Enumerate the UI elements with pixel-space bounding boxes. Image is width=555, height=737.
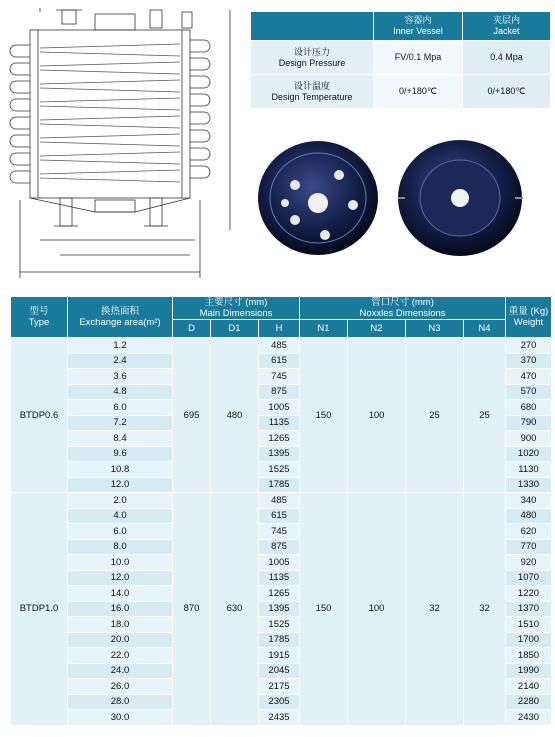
design-temperature-inner: 0/+180℃ [374,75,463,109]
area-cell: 14.0 [68,586,173,602]
area-cell: 1.2 [68,338,173,354]
h-cell: 2045 [259,663,300,679]
design-temperature-label [251,75,374,109]
n3-cell: 32 [406,493,464,726]
area-cell: 2.0 [68,493,173,509]
header-type-cn: 型号 [29,306,49,317]
design-temperature-en: Design Temperature [271,91,353,102]
h-cell: 1005 [259,400,300,416]
h-cell: 1135 [259,415,300,431]
area-cell: 18.0 [68,617,173,633]
design-header-row [251,12,551,41]
area-cell: 2.4 [68,353,173,369]
h-cell: 485 [259,338,300,354]
h-cell: 1785 [259,632,300,648]
weight-cell: 790 [506,415,552,431]
design-temperature-cn: 设计温度 [293,80,330,91]
design-pressure-cn: 设计压力 [293,46,330,57]
header-weight [506,297,552,338]
header-weight-en: Weight [513,317,544,328]
weight-cell: 1330 [506,477,552,493]
design-conditions-table [250,11,551,109]
h-cell: 1005 [259,555,300,571]
design-pressure-jacket: 0.4 Mpa [463,41,551,75]
area-cell: 7.2 [68,415,173,431]
type-cell: BTDP1.0 [11,493,68,726]
design-pressure-row [251,41,551,75]
weight-cell: 680 [506,400,552,416]
type-cell: BTDP0.6 [11,338,68,493]
h-cell: 1785 [259,477,300,493]
weight-cell: 620 [506,524,552,540]
h-cell: 2175 [259,679,300,695]
dished-head-right [398,140,523,256]
header-area-cn: 换热面积 [100,306,139,317]
design-temperature-jacket: 0/+180℃ [463,75,551,109]
product-photo [255,135,555,275]
weight-cell: 1130 [506,462,552,478]
h-cell: 615 [259,508,300,524]
header-main-en: Main Dimensions [199,308,273,319]
h-cell: 1525 [259,617,300,633]
area-cell: 8.4 [68,431,173,447]
h-cell: 2435 [259,710,300,726]
area-cell: 6.0 [68,524,173,540]
weight-cell: 470 [506,369,552,385]
n3-cell: 25 [406,338,464,493]
header-main-dimensions [173,297,300,320]
table-row [11,338,552,354]
area-cell: 10.8 [68,462,173,478]
weight-cell: 1990 [506,663,552,679]
weight-cell: 1220 [506,586,552,602]
h-cell: 875 [259,539,300,555]
area-cell: 12.0 [68,477,173,493]
area-cell: 8.0 [68,539,173,555]
area-cell: 6.0 [68,400,173,416]
subheader-h: H [259,320,300,338]
jacket-label-cn: 夹层内 [492,15,520,25]
h-cell: 1395 [259,601,300,617]
spec-body [11,338,552,726]
design-header-inner [374,12,463,41]
weight-cell: 480 [506,508,552,524]
n1-cell: 150 [300,493,348,726]
h-cell: 1525 [259,462,300,478]
h-cell: 1915 [259,648,300,664]
h-cell: 745 [259,369,300,385]
weight-cell: 770 [506,539,552,555]
header-weight-cn: 重量 (Kg) [508,306,549,317]
d1-cell: 480 [211,338,259,493]
weight-cell: 270 [506,338,552,354]
weight-cell: 1700 [506,632,552,648]
jacket-label-en: Jacket [493,26,520,36]
weight-cell: 2430 [506,710,552,726]
d1-cell: 630 [211,493,259,726]
weight-cell: 370 [506,353,552,369]
area-cell: 22.0 [68,648,173,664]
subheader-n4: N4 [464,320,506,338]
h-cell: 1395 [259,446,300,462]
weight-cell: 340 [506,493,552,509]
technical-drawing [0,0,240,290]
design-pressure-label [251,41,374,75]
spec-header-row [11,297,552,320]
inner-vessel-label-en: Inner Vessel [393,26,443,36]
weight-cell: 1020 [506,446,552,462]
subheader-n3: N3 [406,320,464,338]
h-cell: 2305 [259,694,300,710]
area-cell: 30.0 [68,710,173,726]
weight-cell: 570 [506,384,552,400]
header-nozzles [300,297,506,320]
inner-vessel-label-cn: 容器内 [404,15,432,25]
header-type [11,297,68,338]
weight-cell: 1070 [506,570,552,586]
design-header-blank [251,12,374,41]
h-cell: 1265 [259,586,300,602]
dished-head-left [258,141,378,255]
header-noz-cn: 管口尺寸 (mm) [371,297,434,308]
n2-cell: 100 [348,338,406,493]
weight-cell: 2140 [506,679,552,695]
area-cell: 12.0 [68,570,173,586]
area-cell: 20.0 [68,632,173,648]
area-cell: 3.6 [68,369,173,385]
header-area-en: Exchange area(m²) [79,317,161,328]
area-cell: 28.0 [68,694,173,710]
subheader-d1: D1 [211,320,259,338]
design-header-jacket [463,12,551,41]
area-cell: 16.0 [68,601,173,617]
area-cell: 4.8 [68,384,173,400]
n4-cell: 32 [464,493,506,726]
design-temperature-row [251,75,551,109]
h-cell: 615 [259,353,300,369]
area-cell: 9.6 [68,446,173,462]
area-cell: 26.0 [68,679,173,695]
h-cell: 1135 [259,570,300,586]
h-cell: 485 [259,493,300,509]
weight-cell: 900 [506,431,552,447]
h-cell: 1265 [259,431,300,447]
design-pressure-inner: FV/0.1 Mpa [374,41,463,75]
subheader-n2: N2 [348,320,406,338]
header-main-cn: 主要尺寸 (mm) [204,297,268,308]
area-cell: 24.0 [68,663,173,679]
n1-cell: 150 [300,338,348,493]
weight-cell: 1370 [506,601,552,617]
table-row [11,493,552,509]
spec-table [10,296,552,726]
header-noz-en: Noxxles Dimensions [359,308,446,319]
design-pressure-en: Design Pressure [278,57,346,68]
weight-cell: 2280 [506,694,552,710]
header-type-en: Type [28,317,50,328]
header-area [68,297,173,338]
subheader-d: D [173,320,211,338]
subheader-n1: N1 [300,320,348,338]
area-cell: 10.0 [68,555,173,571]
weight-cell: 920 [506,555,552,571]
h-cell: 875 [259,384,300,400]
n4-cell: 25 [464,338,506,493]
n2-cell: 100 [348,493,406,726]
d-cell: 695 [173,338,211,493]
weight-cell: 1850 [506,648,552,664]
h-cell: 745 [259,524,300,540]
area-cell: 4.0 [68,508,173,524]
weight-cell: 1510 [506,617,552,633]
d-cell: 870 [173,493,211,726]
